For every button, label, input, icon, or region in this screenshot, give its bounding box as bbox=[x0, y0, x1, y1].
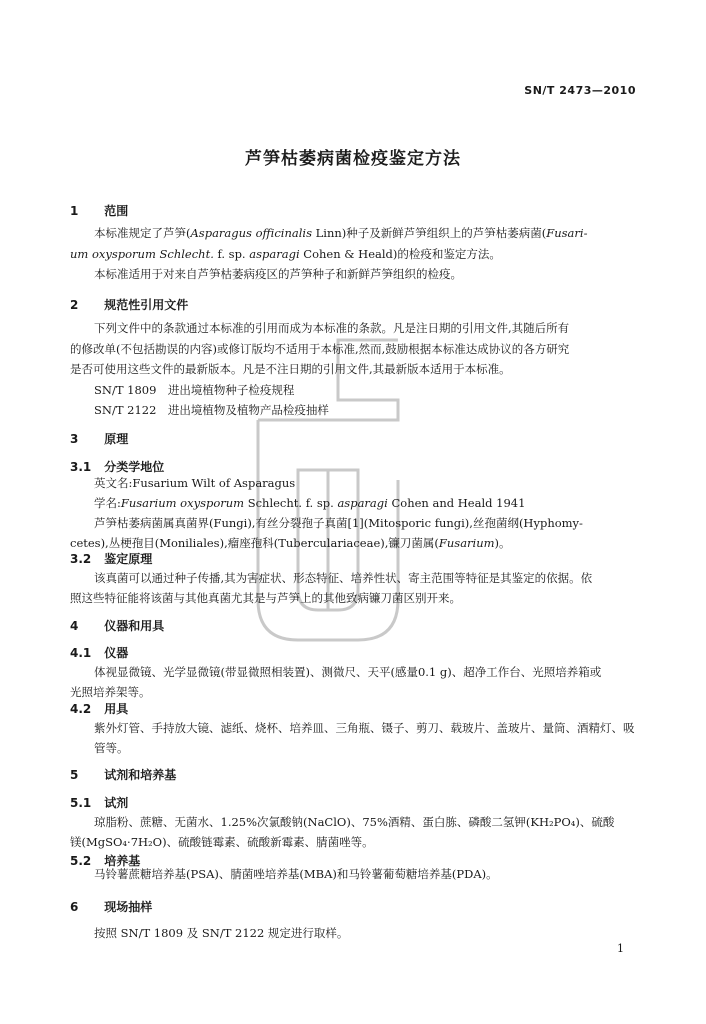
text-span: Linn)种子及新鲜芦笋组织上的芦笋枯萎病菌( bbox=[312, 226, 547, 240]
section-title: 规范性引用文件 bbox=[104, 298, 189, 312]
section-number: 1 bbox=[70, 204, 79, 218]
section-number: 2 bbox=[70, 298, 79, 312]
section-title: 现场抽样 bbox=[104, 900, 153, 914]
paragraph-line: 本标准适用于对来自芦笋枯萎病疫区的芦笋种子和新鲜芦笋组织的检疫。 bbox=[94, 267, 462, 281]
section-title: 试剂和培养基 bbox=[104, 768, 177, 782]
paragraph-line: 下列文件中的条款通过本标准的引用而成为本标准的条款。凡是注日期的引用文件,其随后所有 bbox=[94, 321, 570, 335]
paragraph-line bbox=[94, 223, 587, 243]
text-span: Cohen & Heald)的检疫和鉴定方法。 bbox=[299, 247, 501, 261]
section-title: 范围 bbox=[104, 204, 129, 218]
paragraph-line: 镁(MgSO₄·7H₂O)、硫酸链霉素、硫酸新霉素、腈菌唑等。 bbox=[70, 835, 374, 849]
text-span: Cohen and Heald 1941 bbox=[387, 496, 526, 510]
section-number: 5 bbox=[70, 768, 79, 782]
text-span: Schlecht. f. sp. bbox=[244, 496, 338, 510]
section-3-2-heading bbox=[70, 550, 152, 567]
section-number: 3.1 bbox=[70, 460, 92, 474]
section-title: 分类学地位 bbox=[104, 460, 165, 474]
text-span: 本标准规定了芦笋( bbox=[94, 226, 191, 240]
page-number: 1 bbox=[617, 942, 624, 955]
paragraph-line: 按照 SN/T 1809 及 SN/T 2122 规定进行取样。 bbox=[94, 926, 349, 940]
section-title: 试剂 bbox=[104, 796, 129, 810]
section-title: 原理 bbox=[104, 432, 129, 446]
section-3-heading bbox=[70, 430, 128, 447]
paragraph-line: 琼脂粉、蔗糖、无菌水、1.25%次氯酸钠(NaClO)、75%酒精、蛋白胨、磷酸二氢钾(KH₂PO₄)、硫酸 bbox=[94, 815, 615, 829]
section-2-heading bbox=[70, 296, 188, 313]
italic-text: Fusarium bbox=[438, 536, 495, 550]
italic-text: Fusari- bbox=[546, 226, 588, 240]
text-span: f. sp. bbox=[213, 247, 250, 261]
paragraph-line: 管等。 bbox=[94, 741, 129, 755]
paragraph-line: 体视显微镜、光学显微镜(带显微照相装置)、测微尺、天平(感量0.1 g)、超净工作台、光照培养箱或 bbox=[94, 665, 602, 679]
section-title: 仪器和用具 bbox=[104, 619, 165, 633]
section-6-heading bbox=[70, 898, 152, 915]
italic-text: um oxysporum Schlecht. bbox=[70, 247, 214, 261]
italic-text: Fusarium oxysporum bbox=[120, 496, 245, 510]
paragraph-line: 芦笋枯萎病菌属真菌界(Fungi),有丝分裂孢子真菌[1](Mitosporic fungi),丝孢菌纲(Hyphomy- bbox=[94, 516, 583, 530]
text-span: cetes),丛梗孢目(Moniliales),瘤座孢科(Tuberculariaceae),镰刀菌属( bbox=[70, 536, 439, 550]
paragraph-line: 的修改单(不包括勘误的内容)或修订版均不适用于本标准,然而,鼓励根据本标准达成协议的各方研究 bbox=[70, 342, 570, 356]
section-5-heading bbox=[70, 766, 176, 783]
text-span: )。 bbox=[494, 536, 511, 550]
italic-text: Asparagus officinalis bbox=[190, 226, 312, 240]
paragraph-line bbox=[70, 244, 501, 264]
section-1-heading bbox=[70, 202, 128, 219]
section-number: 4 bbox=[70, 619, 79, 633]
paragraph-line: 紫外灯管、手持放大镜、滤纸、烧杯、培养皿、三角瓶、镊子、剪刀、载玻片、盖玻片、量筒、酒精灯、吸 bbox=[94, 721, 635, 735]
section-4-2-heading bbox=[70, 700, 128, 717]
text-span: 学名: bbox=[94, 496, 121, 510]
document-title: 芦笋枯萎病菌检疫鉴定方法 bbox=[245, 149, 461, 169]
section-4-1-heading bbox=[70, 644, 128, 661]
section-number: 3.2 bbox=[70, 552, 92, 566]
section-number: 6 bbox=[70, 900, 79, 914]
section-title: 鉴定原理 bbox=[104, 552, 153, 566]
paragraph-line: 光照培养架等。 bbox=[70, 685, 151, 699]
paragraph-line: 该真菌可以通过种子传播,其为害症状、形态特征、培养性状、寄主范围等特征是其鉴定的依据。依 bbox=[94, 571, 593, 585]
paragraph-line bbox=[94, 493, 525, 513]
reference-item: SN/T 2122 进出境植物及植物产品检疫抽样 bbox=[94, 403, 329, 417]
standard-code: SN/T 2473—2010 bbox=[524, 84, 636, 97]
section-number: 4.2 bbox=[70, 702, 92, 716]
section-title: 仪器 bbox=[104, 646, 129, 660]
section-5-1-heading bbox=[70, 794, 128, 811]
section-title: 用具 bbox=[104, 702, 129, 716]
paragraph-line: 是否可使用这些文件的最新版本。凡是不注日期的引用文件,其最新版本适用于本标准。 bbox=[70, 362, 511, 376]
paragraph-line: 照这些特征能将该菌与其他真菌尤其是与芦笋上的其他致病镰刀菌区别开来。 bbox=[70, 591, 461, 605]
section-title: 培养基 bbox=[104, 854, 141, 868]
section-4-heading bbox=[70, 617, 164, 634]
section-number: 5.1 bbox=[70, 796, 92, 810]
italic-text: asparagi bbox=[337, 496, 388, 510]
section-number: 5.2 bbox=[70, 854, 92, 868]
section-number: 4.1 bbox=[70, 646, 92, 660]
italic-text: asparagi bbox=[249, 247, 300, 261]
paragraph-line: 马铃薯蔗糖培养基(PSA)、腈菌唑培养基(MBA)和马铃薯葡萄糖培养基(PDA)。 bbox=[94, 867, 498, 881]
section-number: 3 bbox=[70, 432, 79, 446]
paragraph-line: 英文名:Fusarium Wilt of Asparagus bbox=[94, 476, 296, 490]
reference-item: SN/T 1809 进出境植物种子检疫规程 bbox=[94, 383, 295, 397]
